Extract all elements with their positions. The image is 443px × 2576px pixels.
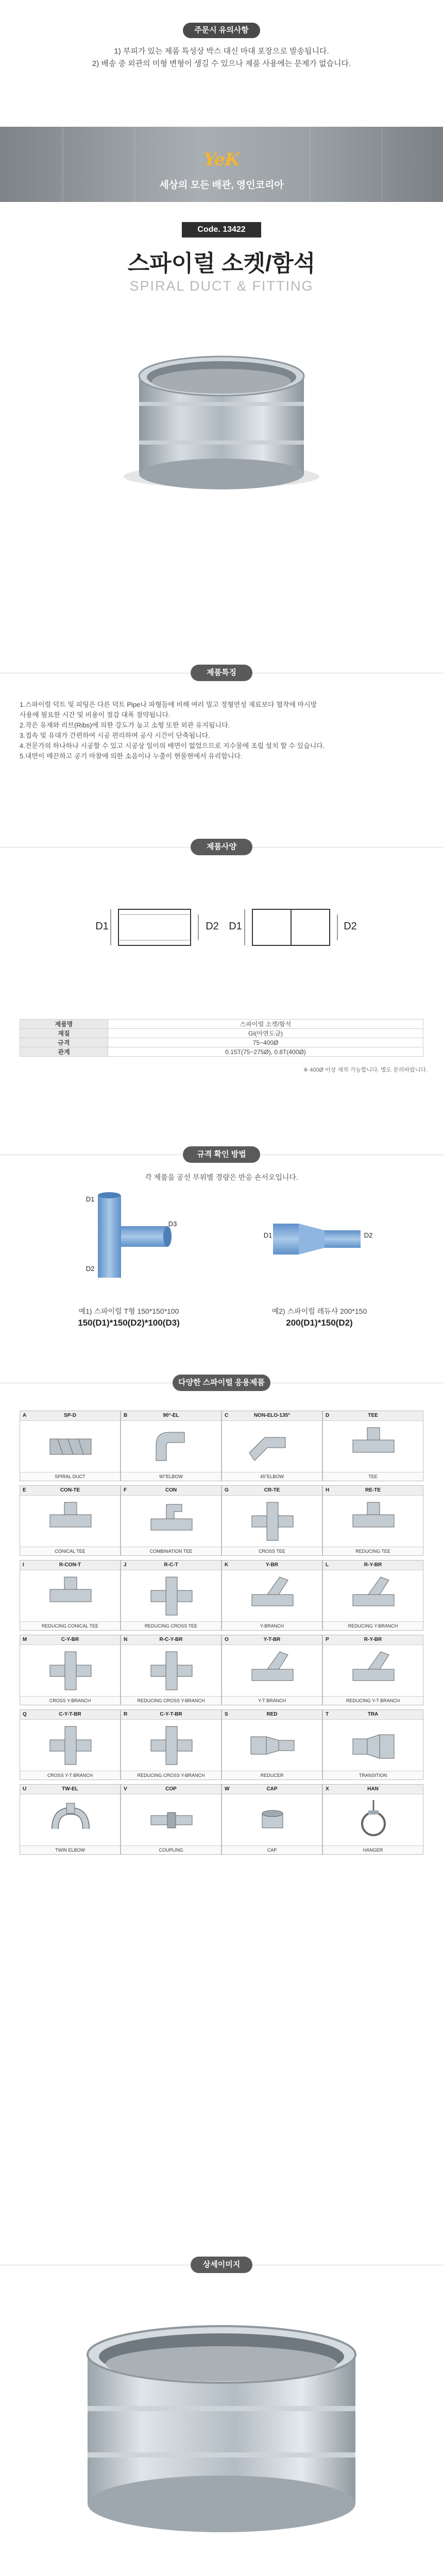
fitting-name: 45°ELBOW bbox=[222, 1472, 322, 1481]
spec-d1-right: D1 bbox=[229, 921, 242, 932]
fitting-letter: N bbox=[124, 1637, 128, 1642]
fitting-cell bbox=[20, 1709, 121, 1780]
fitting-code: CON-TE bbox=[60, 1487, 80, 1493]
spec-d1-left: D1 bbox=[95, 921, 109, 932]
table-row: 제품명 스파이럴 소켓/함석 bbox=[20, 1020, 423, 1029]
fitting-code: Y-T-BR bbox=[263, 1637, 281, 1642]
fitting-tee-icon bbox=[348, 1499, 399, 1545]
table-row: 재질 GI(아연도금) bbox=[20, 1029, 423, 1038]
fitting-ybranch-icon bbox=[247, 1574, 298, 1619]
fitting-letter: Q bbox=[23, 1711, 27, 1717]
fitting-name: REDUCING CONICAL TEE bbox=[20, 1621, 120, 1630]
fitting-header bbox=[20, 1710, 120, 1720]
fitting-cell bbox=[322, 1635, 423, 1705]
fitting-code: RED bbox=[266, 1711, 278, 1717]
fitting-header bbox=[121, 1635, 221, 1645]
fitting-header bbox=[323, 1486, 423, 1496]
fitting-code: R-C-T bbox=[164, 1562, 178, 1568]
fitting-header bbox=[121, 1785, 221, 1794]
brand-logo: YeK bbox=[203, 149, 240, 170]
fitting-code: R-C-Y-BR bbox=[159, 1637, 183, 1642]
feature-item: 1.스파이럴 덕트 및 피팅은 다른 덕트 Pipe나 파형들에 비해 여러 밀고 정형연성 재료보다 협착에 마시방 bbox=[20, 701, 317, 708]
fitting-code: CON bbox=[165, 1487, 177, 1493]
fitting-letter: X bbox=[326, 1786, 329, 1792]
fitting-code: C-Y-T-BR bbox=[160, 1711, 182, 1717]
notice-text bbox=[72, 45, 371, 70]
feature-item: 3.접속 및 유대가 간편하여 시공 편리하며 공사 시간이 단축됩니다. bbox=[20, 732, 210, 739]
section-detail-title: 상세이미지 bbox=[191, 2257, 252, 2273]
fitting-name: REDUCING CROSS TEE bbox=[121, 1621, 221, 1630]
fitting-header bbox=[20, 1785, 120, 1794]
fitting-letter: O bbox=[225, 1637, 229, 1642]
feature-item: 2.작은 유재와 리브(Ribs)에 의한 강도가 높고 소형 또한 외관 유지됩니다. bbox=[20, 721, 230, 729]
fitting-header bbox=[222, 1635, 322, 1645]
fitting-name: REDUCING CROSS Y-BRANCH bbox=[121, 1696, 221, 1705]
tee-d1-label: D1 bbox=[86, 1195, 95, 1203]
reducer-example-caption: 예2) 스파이럴 레듀샤 200*150 bbox=[271, 1307, 367, 1315]
fitting-cell bbox=[222, 1411, 322, 1481]
fitting-cross-icon bbox=[45, 1649, 96, 1694]
fitting-name: TWIN ELBOW bbox=[20, 1845, 120, 1854]
tee-d3-label: D3 bbox=[168, 1220, 177, 1228]
fitting-hanger-icon bbox=[348, 1798, 399, 1843]
reducer-d1-label: D1 bbox=[263, 1231, 272, 1239]
fitting-header bbox=[222, 1561, 322, 1570]
fitting-header bbox=[20, 1635, 120, 1645]
fitting-cell bbox=[20, 1784, 121, 1855]
spec-note: ※ 400Ø 이상 제작 가능합니다. 별도 문의바랍니다. bbox=[303, 1067, 428, 1073]
fitting-header bbox=[222, 1411, 322, 1421]
fitting-name: SPIRAL DUCT bbox=[20, 1472, 120, 1481]
feature-item: 사용에 필요한 시간 및 비용이 절감 대폭 절약됩니다. bbox=[20, 711, 171, 719]
fitting-name: REDUCING TEE bbox=[323, 1547, 423, 1555]
fitting-cell bbox=[322, 1560, 423, 1631]
fitting-letter: R bbox=[124, 1711, 128, 1717]
tee-example-caption: 예1) 스파이럴 T형 150*150*100 bbox=[78, 1307, 179, 1315]
fitting-code: R-Y-BR bbox=[364, 1562, 382, 1568]
product-title: 스파이럴 소켓/함석 bbox=[127, 251, 316, 276]
fitting-elbow45-icon bbox=[247, 1425, 298, 1470]
fitting-letter: V bbox=[124, 1786, 127, 1792]
detail-image-1 bbox=[67, 2324, 376, 2540]
fitting-letter: L bbox=[326, 1562, 329, 1568]
hero-slogan: 세상의 모든 배관, 영인코리아 bbox=[159, 180, 284, 191]
notice-line-2: 2) 배송 중 외관의 미형 변형이 생길 수 있으나 제품 사용에는 문제가 없습니다. bbox=[92, 59, 351, 68]
fitting-letter: M bbox=[23, 1637, 27, 1642]
fitting-letter: K bbox=[225, 1562, 229, 1568]
fitting-header bbox=[323, 1561, 423, 1570]
fitting-code: C-Y-T-BR bbox=[59, 1711, 81, 1717]
fitting-code: RE-TE bbox=[365, 1487, 381, 1493]
fitting-ybranch-icon bbox=[348, 1649, 399, 1694]
fitting-code: CR-TE bbox=[264, 1487, 280, 1493]
fitting-cell bbox=[121, 1485, 222, 1556]
fitting-letter: I bbox=[23, 1562, 24, 1568]
fitting-name: CROSS Y-BRANCH bbox=[20, 1696, 120, 1705]
fitting-cell bbox=[222, 1560, 322, 1631]
section-features-title: 제품특징 bbox=[191, 665, 252, 681]
fitting-name: CROSS TEE bbox=[222, 1547, 322, 1555]
fitting-letter: C bbox=[225, 1413, 229, 1418]
fitting-letter: P bbox=[326, 1637, 329, 1642]
product-subtitle: SPIRAL DUCT & FITTING bbox=[129, 278, 314, 294]
fitting-cell bbox=[121, 1784, 222, 1855]
fitting-name: REDUCING Y-BRANCH bbox=[323, 1621, 423, 1630]
fitting-code: TEE bbox=[368, 1413, 378, 1418]
fitting-header bbox=[222, 1785, 322, 1794]
fitting-cross-icon bbox=[146, 1723, 197, 1769]
fitting-cell bbox=[20, 1485, 121, 1556]
fitting-code: Y-BR bbox=[266, 1562, 278, 1568]
tee-example-value: 150(D1)*150(D2)*100(D3) bbox=[78, 1318, 180, 1328]
fitting-header bbox=[121, 1486, 221, 1496]
fitting-ybranch-icon bbox=[348, 1574, 399, 1619]
fitting-name: COUPLING bbox=[121, 1845, 221, 1854]
fitting-header bbox=[121, 1411, 221, 1421]
fitting-tee-icon bbox=[45, 1574, 96, 1619]
fitting-name: TRANSITION bbox=[323, 1771, 423, 1780]
fitting-tee-icon bbox=[45, 1499, 96, 1545]
table-row: 규격 75~400Ø bbox=[20, 1038, 423, 1047]
fitting-code: C-Y-BR bbox=[61, 1637, 79, 1642]
fitting-name: REDUCER bbox=[222, 1771, 322, 1780]
fitting-cell bbox=[322, 1411, 423, 1481]
fitting-transition-icon bbox=[348, 1723, 399, 1769]
section-check-title: 규격 확인 방법 bbox=[183, 1146, 260, 1163]
fitting-cap-icon bbox=[247, 1798, 298, 1843]
product-code: Code. 13422 bbox=[182, 222, 261, 238]
spec-d2-right: D2 bbox=[344, 921, 357, 932]
fitting-name: CAP bbox=[222, 1845, 322, 1854]
fitting-cell bbox=[222, 1709, 322, 1780]
fitting-code: NON-ELO-135° bbox=[253, 1413, 291, 1418]
fitting-header bbox=[121, 1561, 221, 1570]
fitting-reducer-icon bbox=[247, 1723, 298, 1769]
fitting-elbow-icon bbox=[146, 1425, 197, 1470]
fitting-cross-icon bbox=[247, 1499, 298, 1545]
fitting-cell bbox=[322, 1485, 423, 1556]
fitting-code: R-Y-BR bbox=[364, 1637, 382, 1642]
reducer-diagram bbox=[268, 1216, 371, 1262]
fitting-header bbox=[222, 1710, 322, 1720]
fitting-cross-icon bbox=[45, 1723, 96, 1769]
fitting-duct-icon bbox=[45, 1425, 96, 1470]
reducer-d2-label: D2 bbox=[364, 1231, 373, 1239]
fitting-name: Y-T BRANCH bbox=[222, 1696, 322, 1705]
fitting-name: Y-BRANCH bbox=[222, 1621, 322, 1630]
fitting-header bbox=[222, 1486, 322, 1496]
tee-d2-label: D2 bbox=[86, 1265, 95, 1273]
feature-item: 5.내면이 매끈하고 공기 마찰에 의한 소음이나 누출이 현물현에서 유리합니다. bbox=[20, 752, 243, 760]
fitting-cell bbox=[322, 1784, 423, 1855]
fitting-cell bbox=[121, 1709, 222, 1780]
fitting-cell bbox=[121, 1635, 222, 1705]
fitting-header bbox=[323, 1635, 423, 1645]
notice-title: 주문시 유의사항 bbox=[183, 23, 260, 38]
product-image bbox=[118, 330, 325, 500]
fitting-code: CAP bbox=[266, 1786, 278, 1792]
features-list bbox=[20, 700, 427, 761]
fitting-cell bbox=[222, 1784, 322, 1855]
fitting-cell bbox=[20, 1635, 121, 1705]
fitting-ybranch-icon bbox=[247, 1649, 298, 1694]
fitting-code: COP bbox=[165, 1786, 177, 1792]
fitting-name: CROSS Y-T BRANCH bbox=[20, 1771, 120, 1780]
fitting-name: TEE bbox=[323, 1472, 423, 1481]
fitting-letter: H bbox=[326, 1487, 330, 1493]
fitting-letter: E bbox=[23, 1487, 26, 1493]
section-fittings-title: 다양한 스파이럴 응용제품 bbox=[173, 1375, 270, 1391]
fitting-cell bbox=[222, 1485, 322, 1556]
check-caption: 각 제품을 공선 부위별 경량은 반응 숀서오입니다. bbox=[145, 1173, 298, 1181]
fitting-twin-icon bbox=[45, 1798, 96, 1843]
fitting-letter: W bbox=[225, 1786, 230, 1792]
fitting-letter: T bbox=[326, 1711, 329, 1717]
fitting-cross-icon bbox=[146, 1649, 197, 1694]
feature-item: 4.전문가의 하나하나 시공할 수 있고 시공상 일이의 배면이 없었으므로 지수물에 조립 설치 할 수 있습니다. bbox=[20, 742, 325, 750]
fitting-coupling-icon bbox=[146, 1798, 197, 1843]
spec-table bbox=[20, 1019, 423, 1057]
fitting-letter: S bbox=[225, 1711, 228, 1717]
fitting-header bbox=[20, 1561, 120, 1570]
fitting-cross-icon bbox=[146, 1574, 197, 1619]
notice-line-1: 1) 부피가 있는 제품 특성상 박스 대신 마대 포장으로 발송됩니다. bbox=[114, 47, 329, 56]
fitting-letter: D bbox=[326, 1413, 330, 1418]
fitting-header bbox=[20, 1486, 120, 1496]
fitting-header bbox=[323, 1411, 423, 1421]
fitting-name: REDUCING Y-T BRANCH bbox=[323, 1696, 423, 1705]
fitting-letter: U bbox=[23, 1786, 27, 1792]
fitting-combo-icon bbox=[146, 1499, 197, 1545]
fitting-cell bbox=[121, 1411, 222, 1481]
fitting-letter: J bbox=[124, 1562, 127, 1568]
fitting-tee-icon bbox=[348, 1425, 399, 1470]
fitting-code: TW-EL bbox=[62, 1786, 78, 1792]
fitting-cell bbox=[20, 1560, 121, 1631]
fitting-cell bbox=[222, 1635, 322, 1705]
fitting-header bbox=[20, 1411, 120, 1421]
fitting-header bbox=[323, 1710, 423, 1720]
fitting-name: 90°ELBOW bbox=[121, 1472, 221, 1481]
fitting-cell bbox=[121, 1560, 222, 1631]
fitting-header bbox=[121, 1710, 221, 1720]
fitting-letter: G bbox=[225, 1487, 229, 1493]
fitting-cell bbox=[322, 1709, 423, 1780]
section-spec-title: 제품사양 bbox=[191, 839, 252, 855]
fitting-letter: F bbox=[124, 1487, 127, 1493]
fitting-letter: A bbox=[23, 1413, 27, 1418]
fitting-name: HANGER bbox=[323, 1845, 423, 1854]
fitting-name: REDUCING CROSS Y-BRANCH bbox=[121, 1771, 221, 1780]
fitting-code: R-CON-T bbox=[59, 1562, 81, 1568]
fitting-code: HAN bbox=[367, 1786, 379, 1792]
fitting-name: CONICAL TEE bbox=[20, 1547, 120, 1555]
spec-d2-left: D2 bbox=[206, 921, 219, 932]
fitting-code: 90°-EL bbox=[163, 1413, 179, 1418]
table-row: 관계 0.15T(75~275Ø), 0.8T(400Ø) bbox=[20, 1047, 423, 1057]
reducer-example-value: 200(D1)*150(D2) bbox=[286, 1318, 353, 1328]
fitting-code: SP-D bbox=[64, 1413, 76, 1418]
fitting-code: TRA bbox=[367, 1711, 379, 1717]
fitting-cell bbox=[20, 1411, 121, 1481]
fitting-name: COMBINATION TEE bbox=[121, 1547, 221, 1555]
fitting-letter: B bbox=[124, 1413, 128, 1418]
fitting-header bbox=[323, 1785, 423, 1794]
